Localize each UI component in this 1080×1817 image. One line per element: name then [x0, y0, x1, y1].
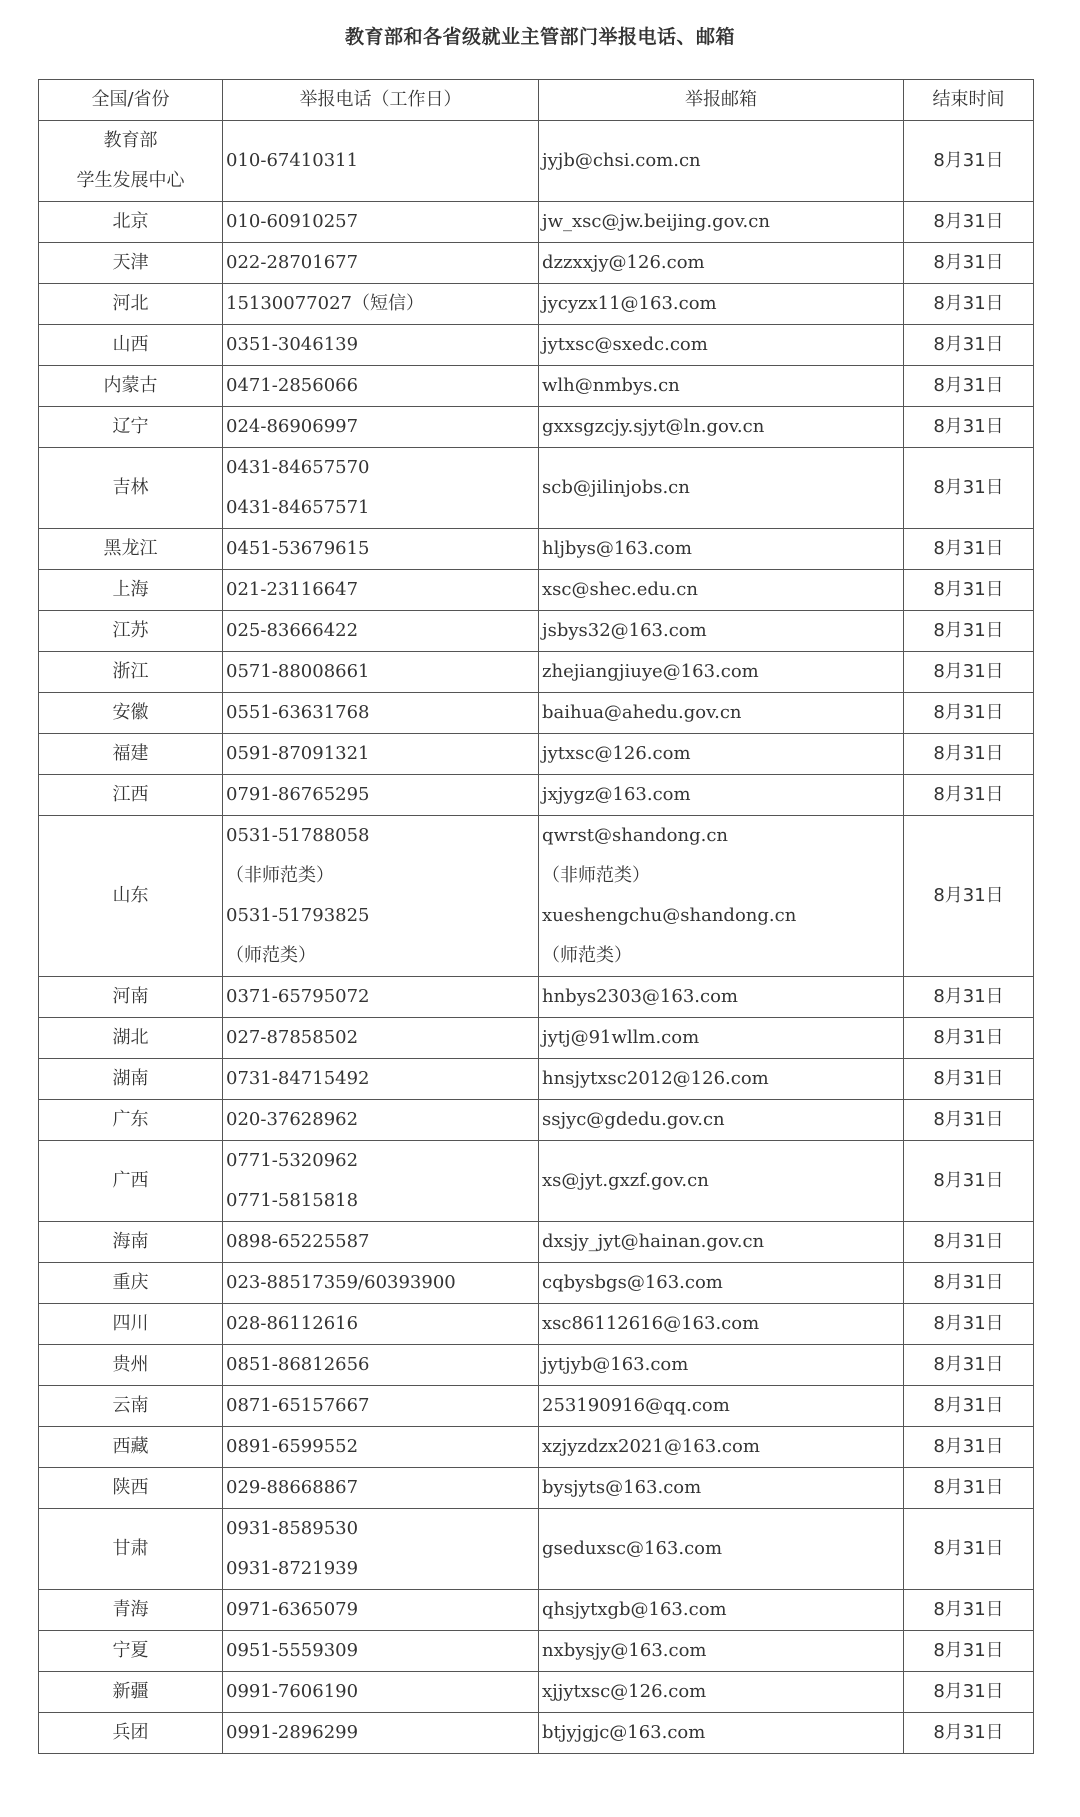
table-row: [39, 448, 1034, 529]
table-row: [39, 1222, 1034, 1263]
region-cell-line: 新疆: [112, 1681, 149, 1702]
end-date-cell: 8月31日: [904, 407, 1034, 448]
table-row: [39, 1345, 1034, 1386]
table-row: [39, 243, 1034, 284]
end-date-cell: 8月31日: [904, 693, 1034, 734]
table-row: [39, 1059, 1034, 1100]
email-cell-line[interactable]: hnsjytxsc2012@126.com: [542, 1068, 769, 1089]
table-row: [39, 121, 1034, 202]
end-date-cell: 8月31日: [904, 1345, 1034, 1386]
region-cell-line: 学生发展中心: [76, 170, 185, 191]
region-cell-line: 河北: [112, 293, 149, 314]
phone-cell: [223, 977, 539, 1018]
phone-cell: [223, 775, 539, 816]
region-cell: [39, 1263, 223, 1304]
email-cell: [539, 366, 904, 407]
email-cell: [539, 529, 904, 570]
phone-cell-line: 023-88517359/60393900: [226, 1272, 456, 1293]
end-date-cell: 8月31日: [904, 1100, 1034, 1141]
phone-cell-line: 0771-5815818: [226, 1190, 359, 1211]
phone-cell-line: 025-83666422: [226, 620, 359, 641]
phone-cell-line: 0571-88008661: [226, 661, 370, 682]
end-date-cell: 8月31日: [904, 243, 1034, 284]
email-cell-line[interactable]: dxsjy_jyt@hainan.gov.cn: [542, 1231, 765, 1252]
table-row: [39, 570, 1034, 611]
email-cell: [539, 1345, 904, 1386]
phone-cell: [223, 325, 539, 366]
phone-cell-line: 0471-2856066: [226, 375, 359, 396]
email-cell-line[interactable]: scb@jilinjobs.cn: [542, 477, 690, 498]
end-date-cell: 8月31日: [904, 977, 1034, 1018]
end-date-cell: 8月31日: [904, 1509, 1034, 1590]
end-date-cell: 8月31日: [904, 202, 1034, 243]
email-cell-line[interactable]: hnbys2303@163.com: [542, 986, 738, 1007]
region-cell-line: 上海: [112, 579, 149, 600]
email-cell-line[interactable]: xueshengchu@shandong.cn: [542, 905, 797, 926]
phone-cell: [223, 1304, 539, 1345]
region-cell-line: 北京: [112, 211, 149, 232]
email-cell-line[interactable]: xzjyzdzx2021@163.com: [542, 1436, 760, 1457]
email-cell-line[interactable]: wlh@nmbys.cn: [542, 375, 680, 396]
email-cell: [539, 1509, 904, 1590]
end-date-cell: 8月31日: [904, 1141, 1034, 1222]
table-row: [39, 816, 1034, 977]
phone-cell: [223, 366, 539, 407]
region-cell: [39, 1713, 223, 1754]
email-cell: [539, 977, 904, 1018]
end-date-cell: 8月31日: [904, 1304, 1034, 1345]
table-row: [39, 1141, 1034, 1222]
region-cell: [39, 529, 223, 570]
phone-cell-line: 0971-6365079: [226, 1599, 359, 1620]
end-date-cell: 8月31日: [904, 1222, 1034, 1263]
region-cell-line: 广西: [112, 1170, 149, 1191]
region-cell-line: 陕西: [112, 1477, 149, 1498]
region-cell: [39, 1386, 223, 1427]
email-cell-line[interactable]: cqbysbgs@163.com: [542, 1272, 723, 1293]
email-cell-line[interactable]: hljbys@163.com: [542, 538, 692, 559]
phone-cell-line: 0891-6599552: [226, 1436, 359, 1457]
phone-cell: [223, 1345, 539, 1386]
region-cell-line: 广东: [112, 1109, 149, 1130]
phone-cell-line: 024-86906997: [226, 416, 359, 437]
header-end-date: 结束时间: [904, 80, 1034, 121]
table-row: [39, 1509, 1034, 1590]
email-cell-line[interactable]: jw_xsc@jw.beijing.gov.cn: [542, 211, 770, 232]
phone-cell-line: 020-37628962: [226, 1109, 359, 1130]
end-date-cell: 8月31日: [904, 529, 1034, 570]
email-cell: [539, 611, 904, 652]
phone-cell: [223, 652, 539, 693]
email-cell-line[interactable]: jyjb@chsi.com.cn: [542, 150, 701, 171]
phone-cell-line: 0591-87091321: [226, 743, 370, 764]
email-cell: [539, 1672, 904, 1713]
region-cell-line: 吉林: [112, 477, 149, 498]
email-cell-line[interactable]: qwrst@shandong.cn: [542, 825, 729, 846]
region-cell-line: 安徽: [112, 702, 149, 723]
table-row: [39, 202, 1034, 243]
end-date-cell: 8月31日: [904, 816, 1034, 977]
region-cell: [39, 652, 223, 693]
email-cell-line[interactable]: jycyzx11@163.com: [542, 293, 717, 314]
end-date-cell: 8月31日: [904, 1590, 1034, 1631]
table-row: [39, 529, 1034, 570]
table-row: [39, 1304, 1034, 1345]
table-row: [39, 611, 1034, 652]
email-cell: [539, 652, 904, 693]
region-cell: [39, 366, 223, 407]
table-row: [39, 407, 1034, 448]
end-date-cell: 8月31日: [904, 325, 1034, 366]
hotline-table: [38, 79, 1034, 1754]
end-date-cell: 8月31日: [904, 121, 1034, 202]
region-cell: [39, 1631, 223, 1672]
region-cell: [39, 1100, 223, 1141]
email-cell: [539, 1304, 904, 1345]
phone-cell-line: 0431-84657570: [226, 457, 370, 478]
email-cell-line[interactable]: （师范类）: [542, 945, 632, 966]
end-date-cell: 8月31日: [904, 1631, 1034, 1672]
email-cell-line[interactable]: dzzxxjy@126.com: [542, 252, 705, 273]
region-cell-line: 天津: [112, 252, 149, 273]
region-cell-line: 江苏: [112, 620, 149, 641]
page-title: 教育部和各省级就业主管部门举报电话、邮箱: [344, 26, 735, 48]
table-row: [39, 1263, 1034, 1304]
email-cell: [539, 325, 904, 366]
email-cell: [539, 570, 904, 611]
phone-cell: [223, 1018, 539, 1059]
table-row: [39, 1631, 1034, 1672]
region-cell-line: 甘肃: [112, 1538, 149, 1559]
phone-cell-line: 0898-65225587: [226, 1231, 370, 1252]
table-row: [39, 977, 1034, 1018]
table-row: [39, 734, 1034, 775]
table-row: [39, 284, 1034, 325]
end-date-cell: 8月31日: [904, 652, 1034, 693]
phone-cell: [223, 1263, 539, 1304]
end-date-cell: 8月31日: [904, 284, 1034, 325]
end-date-cell: 8月31日: [904, 1263, 1034, 1304]
phone-cell-line: 0771-5320962: [226, 1150, 359, 1171]
phone-cell-line: 0531-51793825: [226, 905, 370, 926]
email-cell: [539, 1018, 904, 1059]
email-cell: [539, 1386, 904, 1427]
table-row: [39, 693, 1034, 734]
region-cell: [39, 1590, 223, 1631]
region-cell-line: 内蒙古: [103, 375, 158, 396]
region-cell-line: 四川: [112, 1313, 149, 1334]
phone-cell-line: 029-88668867: [226, 1477, 359, 1498]
email-cell-line[interactable]: jytxsc@sxedc.com: [542, 334, 708, 355]
header-email: 举报邮箱: [539, 80, 904, 121]
region-cell-line: 教育部: [103, 130, 158, 151]
region-cell: [39, 734, 223, 775]
table-row: [39, 1672, 1034, 1713]
phone-cell-line: 0951-5559309: [226, 1640, 359, 1661]
phone-cell-line: （非师范类）: [226, 865, 334, 886]
region-cell: [39, 977, 223, 1018]
table-row: [39, 1468, 1034, 1509]
region-cell-line: 湖南: [112, 1068, 149, 1089]
email-cell-line[interactable]: zhejiangjiuye@163.com: [542, 661, 759, 682]
phone-cell: [223, 570, 539, 611]
table-row: [39, 1100, 1034, 1141]
end-date-cell: 8月31日: [904, 366, 1034, 407]
phone-cell: [223, 693, 539, 734]
email-cell: [539, 1263, 904, 1304]
phone-cell-line: 028-86112616: [226, 1313, 359, 1334]
phone-cell: [223, 816, 539, 977]
phone-cell-line: 15130077027（短信）: [226, 293, 424, 314]
email-cell: [539, 243, 904, 284]
email-cell: [539, 407, 904, 448]
phone-cell: [223, 448, 539, 529]
email-cell: [539, 775, 904, 816]
region-cell: [39, 1345, 223, 1386]
email-cell-line[interactable]: qhsjytxgb@163.com: [542, 1599, 727, 1620]
region-cell: [39, 816, 223, 977]
end-date-cell: 8月31日: [904, 1468, 1034, 1509]
region-cell-line: 山西: [112, 334, 149, 355]
phone-cell: [223, 243, 539, 284]
region-cell: [39, 121, 223, 202]
phone-cell: [223, 611, 539, 652]
region-cell-line: 青海: [112, 1599, 149, 1620]
phone-cell-line: 010-67410311: [226, 150, 359, 171]
email-cell: [539, 1590, 904, 1631]
region-cell: [39, 448, 223, 529]
region-cell: [39, 1222, 223, 1263]
region-cell: [39, 611, 223, 652]
region-cell: [39, 325, 223, 366]
email-cell: [539, 1141, 904, 1222]
phone-cell-line: 0371-65795072: [226, 986, 370, 1007]
email-cell: [539, 284, 904, 325]
email-cell-line[interactable]: nxbysjy@163.com: [542, 1640, 707, 1661]
email-cell-line[interactable]: 253190916@qq.com: [542, 1395, 730, 1416]
region-cell-line: 云南: [112, 1395, 149, 1416]
phone-cell-line: 0551-63631768: [226, 702, 370, 723]
phone-cell-line: 0991-2896299: [226, 1722, 359, 1743]
header-phone: 举报电话（工作日）: [223, 80, 539, 121]
region-cell: [39, 202, 223, 243]
phone-cell-line: 021-23116647: [226, 579, 359, 600]
email-cell-line[interactable]: xs@jyt.gxzf.gov.cn: [542, 1170, 709, 1191]
region-cell-line: 宁夏: [112, 1640, 149, 1661]
table-row: [39, 1018, 1034, 1059]
phone-cell: [223, 1386, 539, 1427]
phone-cell: [223, 121, 539, 202]
phone-cell-line: 0851-86812656: [226, 1354, 370, 1375]
email-cell: [539, 448, 904, 529]
region-cell-line: 河南: [112, 986, 149, 1007]
phone-cell-line: 0351-3046139: [226, 334, 359, 355]
email-cell: [539, 1631, 904, 1672]
email-cell: [539, 121, 904, 202]
end-date-cell: 8月31日: [904, 1059, 1034, 1100]
email-cell-line[interactable]: xsc@shec.edu.cn: [542, 579, 698, 600]
email-cell: [539, 1100, 904, 1141]
region-cell-line: 西藏: [112, 1436, 149, 1457]
email-cell-line[interactable]: jytj@91wllm.com: [542, 1027, 700, 1048]
header-region: 全国/省份: [39, 80, 223, 121]
email-cell: [539, 816, 904, 977]
region-cell: [39, 284, 223, 325]
phone-cell: [223, 202, 539, 243]
region-cell: [39, 243, 223, 284]
phone-cell-line: 0791-86765295: [226, 784, 370, 805]
email-cell-line[interactable]: xjjytxsc@126.com: [542, 1681, 707, 1702]
table-row: [39, 1427, 1034, 1468]
email-cell: [539, 1059, 904, 1100]
phone-cell-line: 0871-65157667: [226, 1395, 370, 1416]
phone-cell: [223, 1509, 539, 1590]
phone-cell-line: 0431-84657571: [226, 497, 370, 518]
phone-cell-line: 0991-7606190: [226, 1681, 359, 1702]
phone-cell: [223, 1713, 539, 1754]
phone-cell-line: 027-87858502: [226, 1027, 359, 1048]
email-cell: [539, 1427, 904, 1468]
region-cell: [39, 693, 223, 734]
phone-cell-line: 0531-51788058: [226, 825, 370, 846]
end-date-cell: 8月31日: [904, 448, 1034, 529]
phone-cell: [223, 734, 539, 775]
region-cell: [39, 570, 223, 611]
table-row: [39, 652, 1034, 693]
end-date-cell: 8月31日: [904, 1427, 1034, 1468]
region-cell: [39, 1018, 223, 1059]
email-cell: [539, 1713, 904, 1754]
email-cell-line[interactable]: jxjygz@163.com: [542, 784, 691, 805]
phone-cell: [223, 1059, 539, 1100]
phone-cell: [223, 407, 539, 448]
email-cell-line[interactable]: gseduxsc@163.com: [542, 1538, 723, 1559]
region-cell-line: 黑龙江: [103, 538, 158, 559]
region-cell: [39, 1672, 223, 1713]
phone-cell: [223, 1468, 539, 1509]
region-cell-line: 辽宁: [112, 416, 149, 437]
phone-cell-line: 0731-84715492: [226, 1068, 370, 1089]
region-cell-line: 山东: [112, 885, 149, 906]
phone-cell-line: 010-60910257: [226, 211, 359, 232]
email-cell: [539, 1468, 904, 1509]
email-cell-line[interactable]: xsc86112616@163.com: [542, 1313, 760, 1334]
email-cell: [539, 202, 904, 243]
table-row: [39, 775, 1034, 816]
phone-cell: [223, 1141, 539, 1222]
region-cell-line: 湖北: [112, 1027, 149, 1048]
region-cell: [39, 1059, 223, 1100]
email-cell-line[interactable]: bysjyts@163.com: [542, 1477, 702, 1498]
region-cell-line: 重庆: [112, 1272, 149, 1293]
end-date-cell: 8月31日: [904, 1018, 1034, 1059]
table-row: [39, 1590, 1034, 1631]
phone-cell: [223, 1672, 539, 1713]
email-cell: [539, 693, 904, 734]
phone-cell-line: 0931-8589530: [226, 1518, 359, 1539]
email-cell-line[interactable]: baihua@ahedu.gov.cn: [542, 702, 742, 723]
table-header-row: [39, 80, 1034, 121]
phone-cell: [223, 284, 539, 325]
end-date-cell: 8月31日: [904, 734, 1034, 775]
table-row: [39, 1713, 1034, 1754]
phone-cell-line: 022-28701677: [226, 252, 359, 273]
end-date-cell: 8月31日: [904, 1672, 1034, 1713]
region-cell-line: 江西: [112, 784, 149, 805]
phone-cell: [223, 529, 539, 570]
email-cell-line[interactable]: gxxsgzcjy.sjyt@ln.gov.cn: [542, 416, 765, 437]
region-cell: [39, 1427, 223, 1468]
phone-cell: [223, 1590, 539, 1631]
region-cell: [39, 1509, 223, 1590]
end-date-cell: 8月31日: [904, 570, 1034, 611]
email-cell: [539, 1222, 904, 1263]
table-body: [39, 121, 1034, 1754]
region-cell: [39, 1468, 223, 1509]
region-cell-line: 福建: [112, 743, 149, 764]
table-row: [39, 1386, 1034, 1427]
table-row: [39, 366, 1034, 407]
region-cell: [39, 1141, 223, 1222]
end-date-cell: 8月31日: [904, 775, 1034, 816]
email-cell-line[interactable]: btjyjgjc@163.com: [542, 1722, 706, 1743]
phone-cell-line: 0931-8721939: [226, 1558, 359, 1579]
phone-cell: [223, 1100, 539, 1141]
phone-cell-line: （师范类）: [226, 945, 316, 966]
region-cell: [39, 1304, 223, 1345]
end-date-cell: 8月31日: [904, 1386, 1034, 1427]
region-cell-line: 贵州: [112, 1354, 149, 1375]
email-cell-line[interactable]: jytjyb@163.com: [542, 1354, 689, 1375]
region-cell-line: 兵团: [112, 1722, 149, 1743]
region-cell: [39, 775, 223, 816]
end-date-cell: 8月31日: [904, 611, 1034, 652]
phone-cell: [223, 1427, 539, 1468]
email-cell-line[interactable]: （非师范类）: [542, 865, 650, 886]
table-row: [39, 325, 1034, 366]
email-cell: [539, 734, 904, 775]
region-cell-line: 浙江: [112, 661, 149, 682]
region-cell-line: 海南: [112, 1231, 149, 1252]
email-cell-line[interactable]: jsbys32@163.com: [542, 620, 707, 641]
email-cell-line[interactable]: ssjyc@gdedu.gov.cn: [542, 1109, 725, 1130]
phone-cell: [223, 1631, 539, 1672]
region-cell: [39, 407, 223, 448]
phone-cell-line: 0451-53679615: [226, 538, 370, 559]
email-cell-line[interactable]: jytxsc@126.com: [542, 743, 691, 764]
phone-cell: [223, 1222, 539, 1263]
end-date-cell: 8月31日: [904, 1713, 1034, 1754]
